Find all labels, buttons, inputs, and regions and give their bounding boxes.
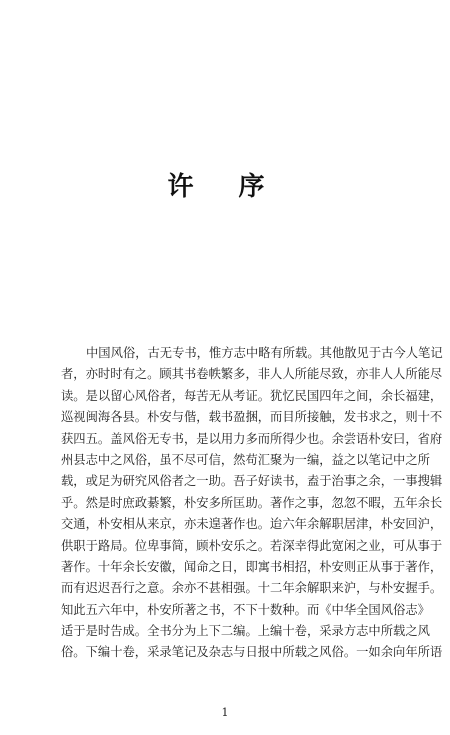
- body-line: 适于是时告成。全书分为上下二编。上编十卷，采录方志中所载之风: [61, 624, 430, 639]
- body-line: 乎。然是时庶政綦繁，朴安多所匡助。著作之事，忽忽不暇，五年余长: [61, 495, 443, 510]
- body-line: 著作。十年余长安徽，闻命之日，即寓书相招，朴安则正从事于著作，: [61, 559, 443, 574]
- page-number: 1: [221, 706, 229, 719]
- body-line: 供职于路局。位卑事简，顾朴安乐之。若深幸得此宽闲之业，可从事于: [61, 538, 443, 553]
- body-line: 读。是以留心风俗者，每苦无从考证。犹忆民国四年之间，余长福建，: [61, 388, 443, 403]
- body-line: 俗。下编十卷，采录笔记及杂志与日报中所载之风俗。一如余向年所语: [61, 645, 443, 660]
- page-title: 许 序: [167, 172, 283, 202]
- body-line: 州县志中之风俗，虽不尽可信，然苟汇聚为一编，益之以笔记中之所: [61, 452, 430, 467]
- body-line: 者，亦时时有之。顾其书卷帙繁多，非人人所能尽致，亦非人人所能尽: [61, 367, 443, 382]
- body-line: 而有迟迟吾行之意。余亦不甚相强。十二年余解职来沪，与朴安握手。: [61, 581, 443, 596]
- body-line: 获四五。盖风俗无专书，是以用力多而所得少也。余尝语朴安曰，省府: [61, 431, 443, 446]
- body-line: 巡视闽海各县。朴安与偕，载书盈捆，而目所接触，发书求之，则十不: [61, 410, 443, 425]
- body-line: 知此五六年中，朴安所著之书，不下十数种。而《中华全国风俗志》: [61, 602, 430, 617]
- body-line: 交通，朴安相从来京，亦未遑著作也。迨六年余解职居津，朴安回沪，: [61, 517, 443, 532]
- preface-body: [61, 343, 443, 664]
- body-line: 载，或足为研究风俗者之一助。吾子好读书，盍于治事之余，一事搜辑: [61, 474, 443, 489]
- body-line: 中国风俗，古无专书，惟方志中略有所载。其他散见于古今人笔记: [86, 346, 443, 360]
